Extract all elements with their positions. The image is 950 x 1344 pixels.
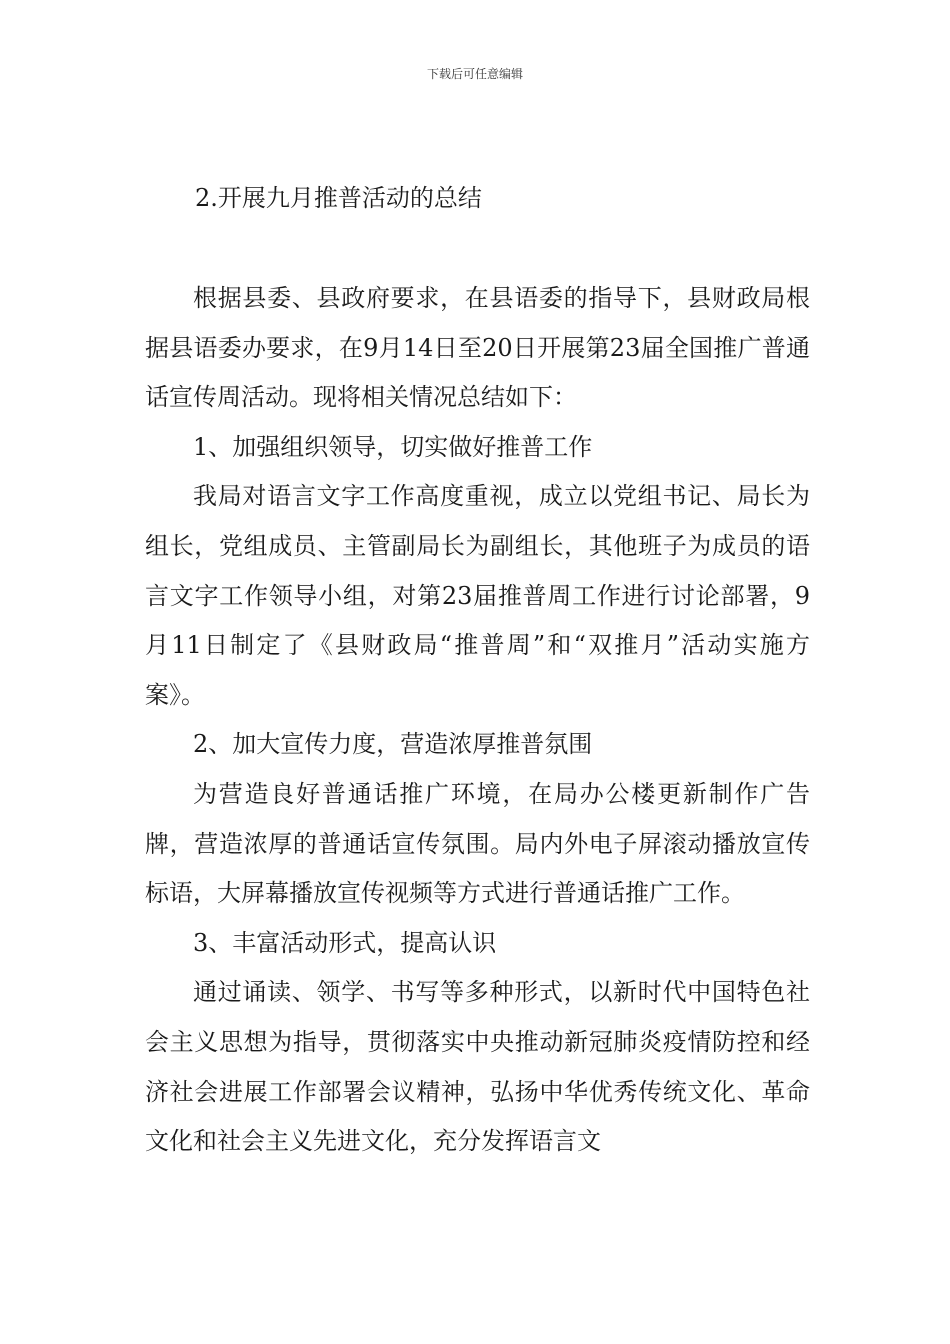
section-2-body: 为营造良好普通话推广环境，在局办公楼更新制作广告牌，营造浓厚的普通话宣传氛围。局内外电子屏滚动播放宣传标语，大屏幕播放宣传视频等方式进行普通话推广工作。: [145, 779, 810, 908]
section-3-body: 通过诵读、领学、书写等多种形式，以新时代中国特色社会主义思想为指导，贯彻落实中央推动新冠肺炎疫情防控和经济社会进展工作部署会议精神，弘扬中华优秀传统文化、革命文化和社会主义先进文化，充分发挥语言文: [145, 978, 810, 1156]
document-body: [145, 274, 810, 1167]
intro-paragraph: 根据县委、县政府要求，在县语委的指导下，县财政局根据县语委办要求，在9月14日至20日开展第23届全国推广普通话宣传周活动。现将相关情况总结如下：: [145, 284, 810, 412]
section-2-heading: 2、加大宣传力度，营造浓厚推普氛围: [193, 730, 593, 759]
section-1-heading: 1、加强组织领导，切实做好推普工作: [193, 432, 593, 461]
section-1-body: 我局对语言文字工作高度重视，成立以党组书记、局长为组长，党组成员、主管副局长为副组长，其他班子为成员的语言文字工作领导小组，对第23届推普周工作进行讨论部署，9月11日制定了《县财政局“推普周”和“双推月”活动实施方案》。: [145, 482, 810, 709]
document-title: 2.开展九月推普活动的总结: [195, 184, 482, 212]
section-3-heading: 3、丰富活动形式，提高认识: [193, 928, 497, 957]
header-note: 下载后可任意编辑: [426, 67, 523, 81]
